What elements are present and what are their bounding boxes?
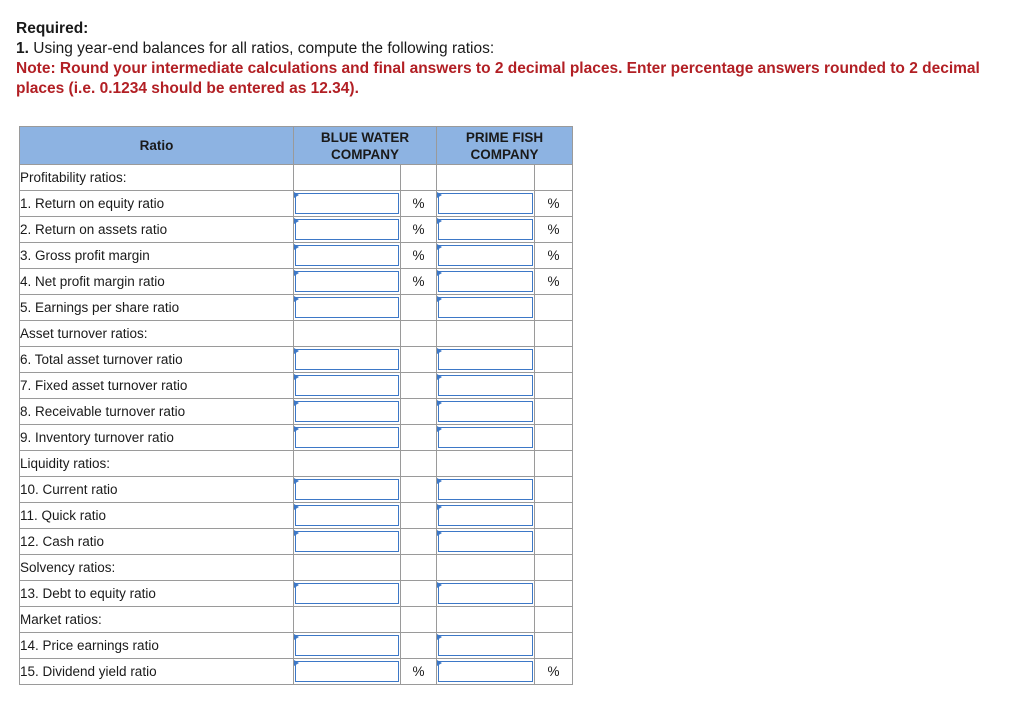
blue-water-answer-cell [294, 581, 401, 607]
blue-water-unit-label [401, 399, 437, 425]
prime-fish-answer-cell [437, 269, 535, 295]
table-row [20, 659, 573, 685]
blue-water-answer-input[interactable] [295, 531, 399, 552]
blue-water-unit-label [401, 607, 437, 633]
input-marker-icon [294, 504, 299, 510]
table-row [20, 633, 573, 659]
blue-water-answer-cell [294, 373, 401, 399]
blue-water-answer-cell [294, 295, 401, 321]
ratio-label: 6. Total asset turnover ratio [20, 347, 294, 373]
table-row [20, 529, 573, 555]
prime-fish-answer-cell [437, 633, 535, 659]
blue-water-answer-cell [294, 321, 401, 347]
prime-fish-unit-label: % [535, 659, 573, 685]
input-marker-icon [437, 582, 442, 588]
ratio-rows [20, 165, 573, 685]
prime-fish-unit-label [535, 451, 573, 477]
group-label: Market ratios: [20, 607, 294, 633]
blue-water-unit-label: % [401, 269, 437, 295]
blue-water-answer-cell [294, 243, 401, 269]
blue-water-answer-input[interactable] [295, 271, 399, 292]
input-marker-icon [294, 374, 299, 380]
input-marker-icon [294, 400, 299, 406]
table-header-row [20, 127, 573, 165]
blue-water-unit-label [401, 581, 437, 607]
blue-water-unit-label [401, 451, 437, 477]
blue-water-answer-input[interactable] [295, 297, 399, 318]
prime-fish-answer-cell [437, 451, 535, 477]
input-marker-icon [294, 426, 299, 432]
ratio-table [19, 126, 573, 685]
prime-fish-unit-label: % [535, 269, 573, 295]
prime-fish-answer-cell [437, 477, 535, 503]
blue-water-answer-cell [294, 503, 401, 529]
prime-fish-unit-label [535, 347, 573, 373]
blue-water-unit-label [401, 165, 437, 191]
table-row [20, 347, 573, 373]
prime-fish-answer-input[interactable] [438, 427, 533, 448]
prime-fish-unit-label: % [535, 243, 573, 269]
step-number: 1. [16, 40, 29, 57]
table-row [20, 477, 573, 503]
table-group-row [20, 555, 573, 581]
table-row [20, 269, 573, 295]
blue-water-answer-cell [294, 555, 401, 581]
ratio-label: 4. Net profit margin ratio [20, 269, 294, 295]
prime-fish-answer-cell [437, 425, 535, 451]
table-row [20, 581, 573, 607]
input-marker-icon [437, 530, 442, 536]
prime-fish-answer-cell [437, 529, 535, 555]
prime-fish-header-line2: COMPANY [470, 146, 539, 162]
input-marker-icon [294, 530, 299, 536]
step-instruction [16, 39, 1006, 59]
blue-water-answer-input[interactable] [295, 427, 399, 448]
prime-fish-answer-cell [437, 399, 535, 425]
table-row [20, 373, 573, 399]
blue-water-answer-cell [294, 425, 401, 451]
prime-fish-unit-label [535, 373, 573, 399]
prime-fish-answer-input[interactable] [438, 479, 533, 500]
prime-fish-answer-input[interactable] [438, 219, 533, 240]
blue-water-answer-cell [294, 165, 401, 191]
ratio-label: 14. Price earnings ratio [20, 633, 294, 659]
blue-water-unit-label [401, 373, 437, 399]
table-group-row [20, 607, 573, 633]
prime-fish-answer-input[interactable] [438, 193, 533, 214]
input-marker-icon [294, 634, 299, 640]
prime-fish-answer-input[interactable] [438, 375, 533, 396]
ratio-label: 12. Cash ratio [20, 529, 294, 555]
input-marker-icon [294, 192, 299, 198]
input-marker-icon [437, 348, 442, 354]
input-marker-icon [437, 660, 442, 666]
prime-fish-answer-cell [437, 243, 535, 269]
blue-water-unit-label [401, 321, 437, 347]
ratio-label: 15. Dividend yield ratio [20, 659, 294, 685]
ratio-label: 5. Earnings per share ratio [20, 295, 294, 321]
blue-water-unit-label [401, 425, 437, 451]
table-group-row [20, 165, 573, 191]
group-label: Solvency ratios: [20, 555, 294, 581]
table-group-row [20, 451, 573, 477]
prime-fish-unit-label [535, 581, 573, 607]
prime-fish-unit-label [535, 633, 573, 659]
blue-water-unit-label [401, 295, 437, 321]
prime-fish-answer-cell [437, 373, 535, 399]
table-row [20, 425, 573, 451]
blue-water-unit-label: % [401, 191, 437, 217]
ratio-label: 3. Gross profit margin [20, 243, 294, 269]
blue-water-answer-cell [294, 607, 401, 633]
prime-fish-answer-cell [437, 659, 535, 685]
input-marker-icon [437, 504, 442, 510]
rounding-note: Note: Round your intermediate calculations and final answers to 2 decimal places. Enter percentage answers rounded to 2 decimal places (i.e. 0.1234 should be entered as 12.34). [16, 60, 980, 97]
prime-fish-answer-input[interactable] [438, 661, 533, 682]
prime-fish-answer-input[interactable] [438, 583, 533, 604]
blue-water-unit-label [401, 633, 437, 659]
input-marker-icon [437, 478, 442, 484]
prime-fish-unit-label [535, 425, 573, 451]
input-marker-icon [294, 660, 299, 666]
prime-fish-answer-input[interactable] [438, 531, 533, 552]
input-marker-icon [437, 296, 442, 302]
table-row [20, 243, 573, 269]
prime-fish-answer-cell [437, 555, 535, 581]
blue-water-answer-cell [294, 659, 401, 685]
blue-water-answer-input[interactable] [295, 401, 399, 422]
table-row [20, 191, 573, 217]
table-row [20, 217, 573, 243]
prime-fish-answer-input[interactable] [438, 245, 533, 266]
prime-fish-unit-label [535, 503, 573, 529]
prime-fish-answer-cell [437, 191, 535, 217]
blue-water-answer-cell [294, 633, 401, 659]
prime-fish-answer-cell [437, 503, 535, 529]
prime-fish-column-header [437, 127, 573, 165]
ratio-label: 13. Debt to equity ratio [20, 581, 294, 607]
blue-water-answer-input[interactable] [295, 505, 399, 526]
input-marker-icon [294, 270, 299, 276]
input-marker-icon [437, 192, 442, 198]
prime-fish-unit-label [535, 529, 573, 555]
blue-water-header-line1: BLUE WATER [320, 129, 410, 145]
blue-water-answer-cell [294, 191, 401, 217]
blue-water-unit-label [401, 529, 437, 555]
prime-fish-unit-label [535, 295, 573, 321]
blue-water-answer-cell [294, 477, 401, 503]
blue-water-header-line2: COMPANY [330, 146, 399, 162]
blue-water-answer-input[interactable] [295, 583, 399, 604]
prime-fish-unit-label [535, 321, 573, 347]
ratio-label: 8. Receivable turnover ratio [20, 399, 294, 425]
blue-water-unit-label [401, 347, 437, 373]
input-marker-icon [437, 400, 442, 406]
prime-fish-unit-label: % [535, 217, 573, 243]
input-marker-icon [294, 582, 299, 588]
ratio-label: 2. Return on assets ratio [20, 217, 294, 243]
prime-fish-unit-label [535, 477, 573, 503]
prime-fish-answer-cell [437, 321, 535, 347]
blue-water-answer-input[interactable] [295, 661, 399, 682]
blue-water-answer-cell [294, 217, 401, 243]
blue-water-answer-cell [294, 399, 401, 425]
prime-fish-answer-input[interactable] [438, 401, 533, 422]
prime-fish-answer-cell [437, 165, 535, 191]
instructions [16, 19, 1006, 99]
input-marker-icon [437, 634, 442, 640]
prime-fish-unit-label [535, 165, 573, 191]
ratio-label: 7. Fixed asset turnover ratio [20, 373, 294, 399]
input-marker-icon [437, 426, 442, 432]
prime-fish-answer-cell [437, 607, 535, 633]
table-row [20, 295, 573, 321]
blue-water-answer-input[interactable] [295, 375, 399, 396]
blue-water-column-header [294, 127, 437, 165]
prime-fish-answer-input[interactable] [438, 297, 533, 318]
input-marker-icon [437, 244, 442, 250]
blue-water-answer-cell [294, 269, 401, 295]
blue-water-answer-cell [294, 451, 401, 477]
prime-fish-unit-label [535, 555, 573, 581]
input-marker-icon [437, 218, 442, 224]
group-label: Liquidity ratios: [20, 451, 294, 477]
prime-fish-answer-input[interactable] [438, 349, 533, 370]
input-marker-icon [437, 270, 442, 276]
blue-water-unit-label: % [401, 243, 437, 269]
ratio-label: 9. Inventory turnover ratio [20, 425, 294, 451]
blue-water-answer-input[interactable] [295, 245, 399, 266]
blue-water-answer-input[interactable] [295, 193, 399, 214]
input-marker-icon [294, 296, 299, 302]
prime-fish-answer-input[interactable] [438, 635, 533, 656]
blue-water-unit-label [401, 555, 437, 581]
blue-water-answer-cell [294, 347, 401, 373]
blue-water-unit-label: % [401, 659, 437, 685]
ratio-label: 10. Current ratio [20, 477, 294, 503]
prime-fish-unit-label [535, 399, 573, 425]
ratio-label: 1. Return on equity ratio [20, 191, 294, 217]
blue-water-answer-input[interactable] [295, 479, 399, 500]
blue-water-unit-label [401, 503, 437, 529]
required-heading: Required: [16, 20, 89, 37]
group-label: Profitability ratios: [20, 165, 294, 191]
prime-fish-answer-cell [437, 295, 535, 321]
input-marker-icon [437, 374, 442, 380]
ratio-label: 11. Quick ratio [20, 503, 294, 529]
table-row [20, 399, 573, 425]
input-marker-icon [294, 478, 299, 484]
blue-water-answer-input[interactable] [295, 635, 399, 656]
blue-water-unit-label [401, 477, 437, 503]
prime-fish-answer-input[interactable] [438, 505, 533, 526]
blue-water-answer-input[interactable] [295, 219, 399, 240]
blue-water-answer-input[interactable] [295, 349, 399, 370]
input-marker-icon [294, 348, 299, 354]
prime-fish-answer-input[interactable] [438, 271, 533, 292]
ratio-column-header: Ratio [20, 127, 294, 165]
prime-fish-header-line1: PRIME FISH [465, 129, 544, 145]
prime-fish-answer-cell [437, 581, 535, 607]
table-group-row [20, 321, 573, 347]
table-row [20, 503, 573, 529]
input-marker-icon [294, 244, 299, 250]
prime-fish-unit-label [535, 607, 573, 633]
blue-water-answer-cell [294, 529, 401, 555]
group-label: Asset turnover ratios: [20, 321, 294, 347]
prime-fish-unit-label: % [535, 191, 573, 217]
input-marker-icon [294, 218, 299, 224]
blue-water-unit-label: % [401, 217, 437, 243]
step-text: Using year-end balances for all ratios, compute the following ratios: [33, 40, 495, 57]
prime-fish-answer-cell [437, 347, 535, 373]
prime-fish-answer-cell [437, 217, 535, 243]
